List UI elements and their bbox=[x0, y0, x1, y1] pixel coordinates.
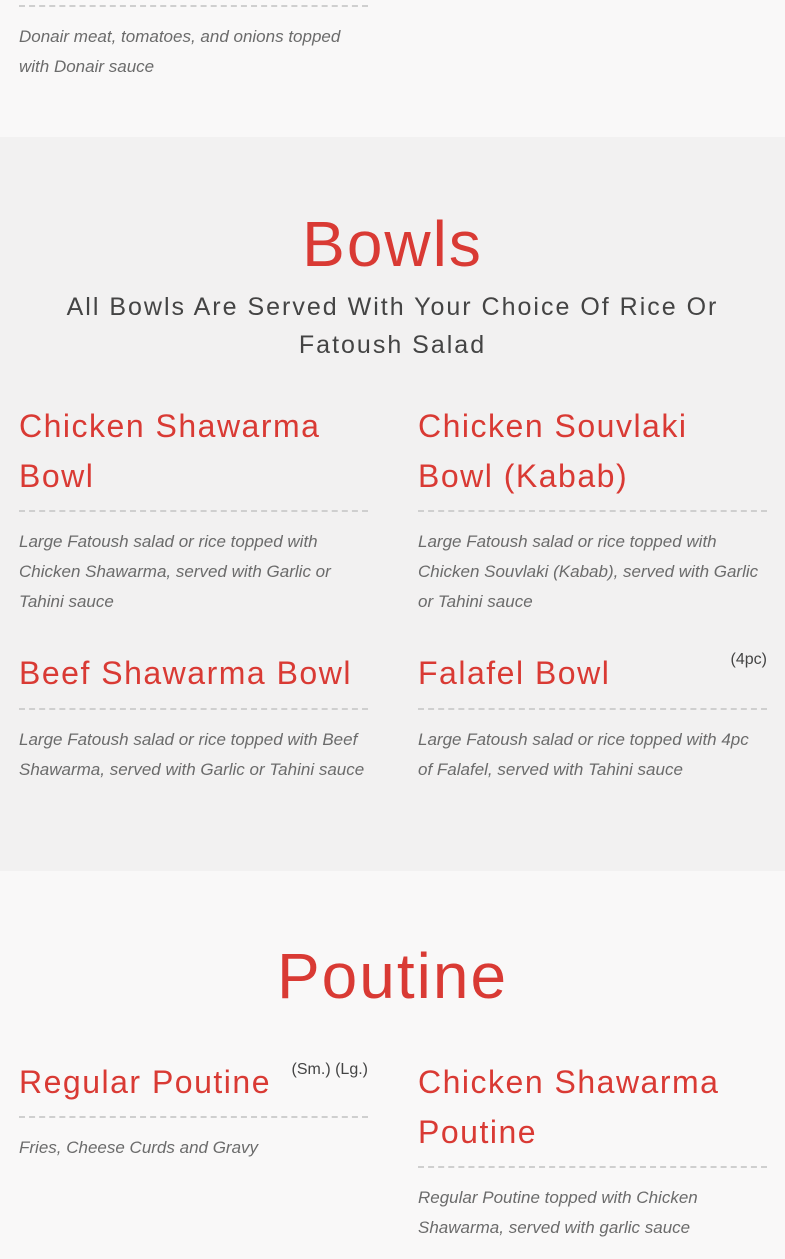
item-description: Donair meat, tomatoes, and onions topped with Donair sauce bbox=[19, 27, 341, 76]
item-divider bbox=[19, 5, 368, 7]
section-title: Bowls bbox=[302, 208, 483, 280]
menu-item-title: Chicken Souvlaki Bowl (Kabab) bbox=[418, 408, 688, 494]
item-divider bbox=[19, 510, 368, 512]
item-description: Large Fatoush salad or rice topped with Chicken Souvlaki (Kabab), served with Garlic or Tahini sauce bbox=[418, 532, 759, 611]
item-price: (4pc) bbox=[730, 651, 767, 668]
bowls-section bbox=[0, 137, 785, 871]
item-divider bbox=[418, 708, 767, 710]
previous-section bbox=[0, 0, 785, 137]
menu-item-title: Chicken Shawarma Bowl bbox=[19, 408, 321, 494]
item-description: Large Fatoush salad or rice topped with 4pc of Falafel, served with Tahini sauce bbox=[418, 730, 749, 779]
item-description: Large Fatoush salad or rice topped with Beef Shawarma, served with Garlic or Tahini sauce bbox=[19, 730, 365, 779]
item-description: Large Fatoush salad or rice topped with Chicken Shawarma, served with Garlic or Tahini sauce bbox=[19, 532, 331, 611]
item-description: Fries, Cheese Curds and Gravy bbox=[19, 1138, 259, 1157]
poutine-section bbox=[0, 871, 785, 1259]
item-price: (Sm.) (Lg.) bbox=[291, 1061, 368, 1078]
menu-item-title: Falafel Bowl bbox=[418, 655, 611, 691]
menu-item-title: Regular Poutine bbox=[19, 1064, 271, 1100]
menu-item-title: Chicken Shawarma Poutine bbox=[418, 1064, 720, 1150]
item-divider bbox=[19, 1116, 368, 1118]
item-description: Regular Poutine topped with Chicken Shawarma, served with garlic sauce bbox=[418, 1188, 698, 1237]
section-subtitle: All Bowls Are Served With Your Choice Of Rice Or Fatoush Salad bbox=[66, 293, 719, 359]
item-divider bbox=[19, 708, 368, 710]
item-divider bbox=[418, 510, 767, 512]
menu-item-title: Beef Shawarma Bowl bbox=[19, 655, 352, 691]
item-divider bbox=[418, 1166, 767, 1168]
section-title: Poutine bbox=[276, 940, 509, 1012]
